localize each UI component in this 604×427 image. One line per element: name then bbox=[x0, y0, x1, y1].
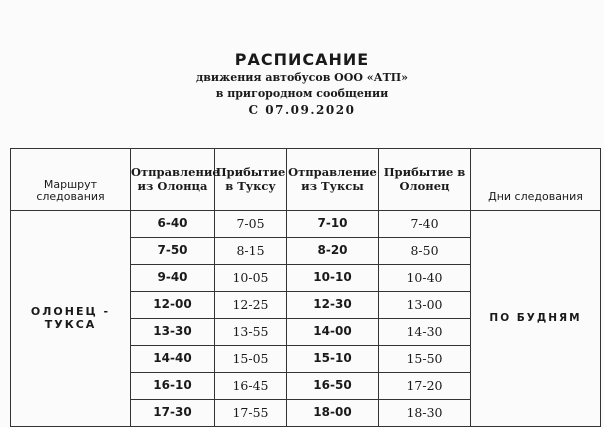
schedule-effective-date: С 07.09.2020 bbox=[248, 103, 356, 117]
cell-arr-tuksy: 10-05 bbox=[215, 265, 287, 292]
column-header-dep-olonets: Отправление из Олонца bbox=[131, 149, 215, 211]
column-header-days: Дни следования bbox=[471, 149, 601, 211]
cell-arr-tuksy: 12-25 bbox=[215, 292, 287, 319]
cell-dep-tuksy: 15-10 bbox=[287, 346, 379, 373]
schedule-title: РАСПИСАНИЕ bbox=[234, 50, 370, 69]
cell-arr-tuksy: 16-45 bbox=[215, 373, 287, 400]
column-header-arr-tuksy: Прибытие в Туксу bbox=[215, 149, 287, 211]
column-header-route: Маршрут следования bbox=[11, 149, 131, 211]
cell-arr-olonets: 14-30 bbox=[379, 319, 471, 346]
cell-arr-olonets: 8-50 bbox=[379, 238, 471, 265]
cell-arr-tuksy: 8-15 bbox=[215, 238, 287, 265]
cell-dep-tuksy: 12-30 bbox=[287, 292, 379, 319]
cell-arr-tuksy: 17-55 bbox=[215, 400, 287, 427]
cell-dep-tuksy: 18-00 bbox=[287, 400, 379, 427]
cell-dep-tuksy: 7-10 bbox=[287, 211, 379, 238]
cell-arr-olonets: 15-50 bbox=[379, 346, 471, 373]
cell-dep-olonets: 13-30 bbox=[131, 319, 215, 346]
cell-arr-tuksy: 13-55 bbox=[215, 319, 287, 346]
schedule-table bbox=[10, 148, 601, 427]
table-row bbox=[11, 211, 601, 238]
schedule-subtitle-company: движения автобусов ООО «АТП» bbox=[195, 71, 409, 84]
cell-arr-tuksy: 15-05 bbox=[215, 346, 287, 373]
cell-arr-olonets: 17-20 bbox=[379, 373, 471, 400]
column-header-arr-olonets: Прибытие в Олонец bbox=[379, 149, 471, 211]
table-header-row bbox=[11, 149, 601, 211]
days-cell: ПО БУДНЯМ bbox=[471, 211, 601, 427]
cell-arr-olonets: 18-30 bbox=[379, 400, 471, 427]
cell-arr-olonets: 13-00 bbox=[379, 292, 471, 319]
cell-arr-tuksy: 7-05 bbox=[215, 211, 287, 238]
cell-dep-olonets: 9-40 bbox=[131, 265, 215, 292]
cell-dep-tuksy: 8-20 bbox=[287, 238, 379, 265]
cell-dep-tuksy: 10-10 bbox=[287, 265, 379, 292]
cell-dep-olonets: 6-40 bbox=[131, 211, 215, 238]
cell-dep-olonets: 12-00 bbox=[131, 292, 215, 319]
schedule-subtitle-type: в пригородном сообщении bbox=[215, 87, 389, 100]
cell-arr-olonets: 7-40 bbox=[379, 211, 471, 238]
cell-arr-olonets: 10-40 bbox=[379, 265, 471, 292]
cell-dep-tuksy: 14-00 bbox=[287, 319, 379, 346]
cell-dep-olonets: 16-10 bbox=[131, 373, 215, 400]
route-name-cell: ОЛОНЕЦ - ТУКСА bbox=[11, 211, 131, 427]
column-header-dep-tuksy: Отправление из Туксы bbox=[287, 149, 379, 211]
cell-dep-olonets: 14-40 bbox=[131, 346, 215, 373]
cell-dep-olonets: 17-30 bbox=[131, 400, 215, 427]
cell-dep-tuksy: 16-50 bbox=[287, 373, 379, 400]
cell-dep-olonets: 7-50 bbox=[131, 238, 215, 265]
